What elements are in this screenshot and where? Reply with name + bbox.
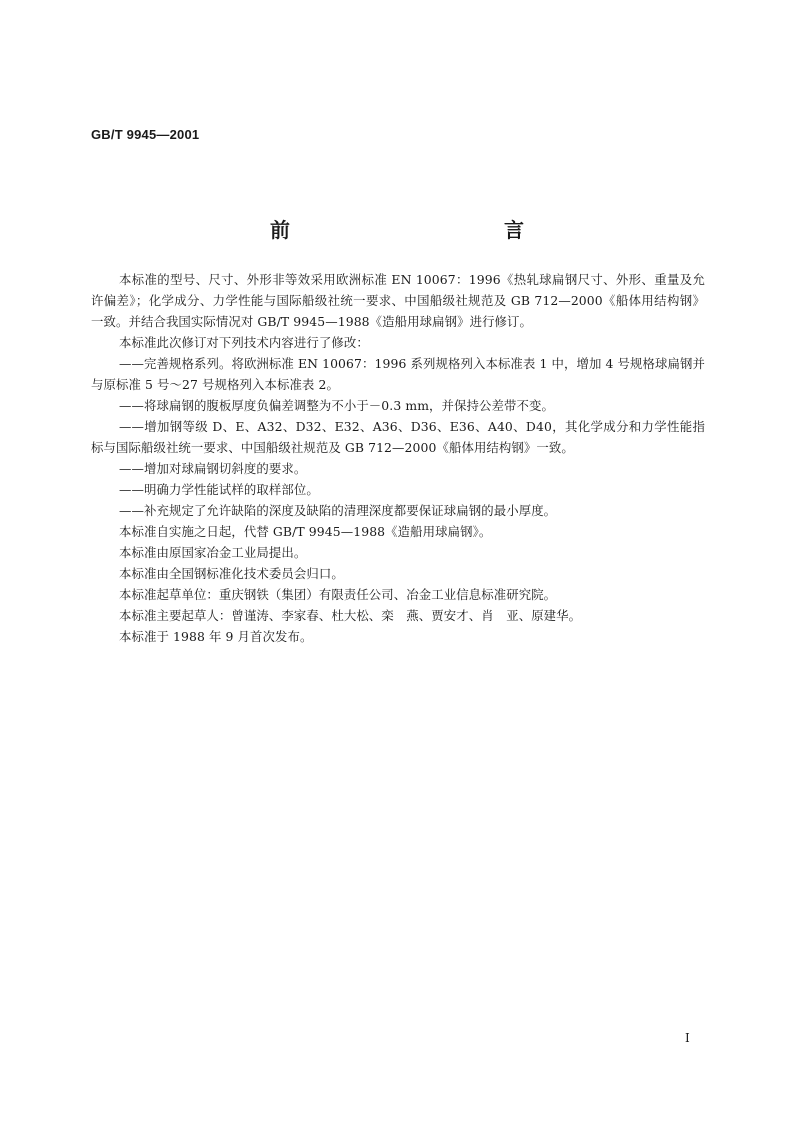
page-title: 前 言 <box>270 218 582 242</box>
paragraph-managed-by: 本标准由全国钢标准化技术委员会归口。 <box>119 566 344 581</box>
paragraph-replaces: 本标准自实施之日起，代替 GB/T 9945—1988《造船用球扁钢》。 <box>119 524 492 539</box>
paragraph-change-tolerance: ——将球扁钢的腹板厚度负偏差调整为不小于－0.3 mm，并保持公差带不变。 <box>119 398 554 413</box>
page-number: I <box>685 1031 690 1045</box>
standard-code: GB/T 9945—2001 <box>91 127 200 142</box>
paragraph-drafting-units: 本标准起草单位：重庆钢铁（集团）有限责任公司、冶金工业信息标准研究院。 <box>119 587 557 602</box>
paragraph-change-specs: ——完善规格系列。将欧洲标准 EN 10067：1996 系列规格列入本标准表 1 中，增加 4 号规格球扁钢并与原标准 5 号～27 号规格列入本标准表 2。 <box>91 356 705 392</box>
paragraph-revision-intro: 本标准此次修订对下列技术内容进行了修改： <box>119 335 369 350</box>
paragraph-first-issue: 本标准于 1988 年 9 月首次发布。 <box>119 629 313 644</box>
paragraph-change-grades: ——增加钢等级 D、E、A32、D32、E32、A36、D36、E36、A40、D40，其化学成分和力学性能指标与国际船级社统一要求、中国船级社规范及 GB 712—2000《船体用结构钢》一致。 <box>91 419 705 455</box>
paragraph-change-slope: ——增加对球扁钢切斜度的要求。 <box>119 461 307 476</box>
paragraph-scope: 本标准的型号、尺寸、外形非等效采用欧洲标准 EN 10067：1996《热轧球扁钢尺寸、外形、重量及允许偏差》；化学成分、力学性能与国际船级社统一要求、中国船级社规范及 GB 712—2000《船体用结构钢》一致。并结合我国实际情况对 GB/T 9945—1988《造船用球扁钢》进行修订。 <box>91 272 705 329</box>
paragraph-change-defects: ——补充规定了允许缺陷的深度及缺陷的清理深度都要保证球扁钢的最小厚度。 <box>119 503 557 518</box>
foreword-body <box>91 269 705 647</box>
paragraph-change-sampling: ——明确力学性能试样的取样部位。 <box>119 482 319 497</box>
paragraph-drafters: 本标准主要起草人：曾谨涛、李家春、杜大松、栾 燕、贾安才、肖 亚、原建华。 <box>119 608 582 623</box>
paragraph-proposed-by: 本标准由原国家冶金工业局提出。 <box>119 545 307 560</box>
